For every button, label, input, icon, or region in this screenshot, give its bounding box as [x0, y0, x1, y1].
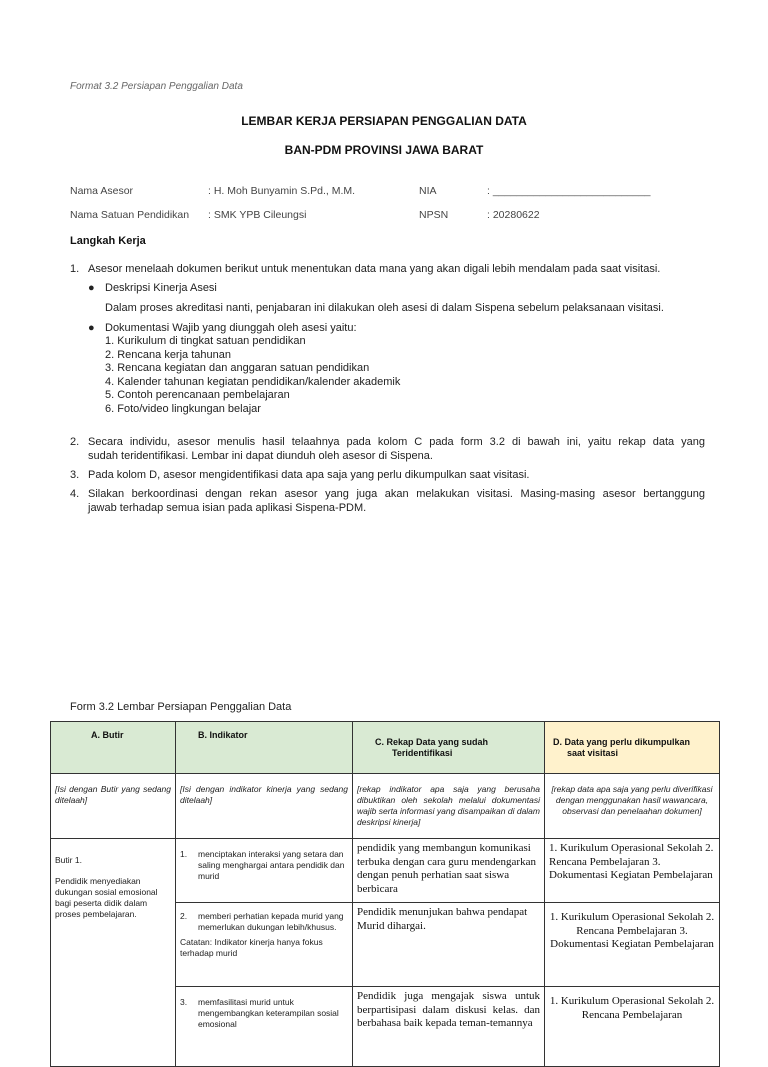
bullet-title: Deskripsi Kinerja Asesi — [105, 282, 217, 294]
step-text-line: Silakan berkoordinasi dengan rekan asesor yang juga akan melakukan visitasi. Masing-masing asesor bertanggung — [88, 488, 705, 500]
rekap-cell: Pendidik juga mengajak siswa untuk berpartisipasi dalam diskusi kelas. dan berbahasa baik kepada teman-temannya — [353, 987, 545, 1067]
indikator-text: menciptakan interaksi yang setara dan saling menghargai antara pendidik dan murid — [198, 849, 345, 881]
list-item: 5. Contoh perencanaan pembelajaran — [105, 389, 290, 401]
rekap-cell: pendidik yang membangun komunikasi terbuka dengan cara guru mendengarkan dengan penuh perhatian saat siswa berbicara — [353, 839, 545, 903]
table-cell: [Isi dengan Butir yang sedang ditelaah] — [51, 774, 176, 839]
bullet-icon: ● — [88, 282, 95, 294]
list-item: 3. Rencana kegiatan dan anggaran satuan pendidikan — [105, 362, 370, 374]
data-cell: 1. Kurikulum Operasional Sekolah 2. Rencana Pembelajaran 3. Dokumentasi Kegiatan Pembelajaran — [545, 903, 720, 987]
indikator-text: memfasilitasi murid untuk mengembangkan keterampilan sosial emosional — [198, 997, 339, 1029]
indikator-number: 3. — [180, 997, 188, 1007]
table-row — [51, 839, 720, 903]
table-header-row — [51, 722, 720, 774]
bullet-title: Dokumentasi Wajib yang diunggah oleh asesi yaitu: — [105, 322, 357, 334]
indikator-cell — [176, 839, 353, 903]
satuan-pendidikan-value: : SMK YPB Cileungsi — [208, 209, 307, 221]
header-indikator: B. Indikator — [176, 722, 353, 774]
indikator-catatan: Catatan: Indikator kinerja hanya fokus terhadap murid — [180, 937, 323, 958]
step-text — [88, 436, 705, 463]
table-cell: [rekap data apa saja yang perlu diverifikasi dengan menggunakan hasil wawancara, observasi dan penelaahan dokumen] — [545, 774, 720, 839]
step-number: 3. — [70, 469, 80, 481]
header-rekap: C. Rekap Data yang sudah Teridentifikasi — [353, 722, 545, 774]
data-cell: 1. Kurikulum Operasional Sekolah 2. Rencana Pembelajaran — [545, 987, 720, 1067]
step-text — [88, 488, 705, 515]
document-subtitle: BAN-PDM PROVINSI JAWA BARAT — [284, 143, 484, 157]
form-label: Form 3.2 Lembar Persiapan Penggalian Data — [70, 701, 292, 713]
butir-description: Pendidik menyediakan dukungan sosial emosional bagi peserta didik dalam proses pembelajaran. — [55, 876, 158, 919]
indikator-cell — [176, 903, 353, 987]
penggalian-data-table — [50, 721, 720, 1067]
nia-label: NIA — [419, 185, 437, 197]
npsn-value: : 20280622 — [487, 209, 540, 221]
header-data-dikumpulkan: D. Data yang perlu dikumpulkan saat visitasi — [545, 722, 720, 774]
document-list — [105, 335, 400, 416]
step-number: 1. — [70, 263, 80, 275]
indikator-number: 2. — [180, 911, 188, 921]
step-text-line: sudah teridentifikasi. Lembar ini dapat diunduh oleh asesor di Sispena. — [88, 449, 433, 462]
step-number: 2. — [70, 436, 80, 448]
list-item: 2. Rencana kerja tahunan — [105, 348, 231, 361]
bullet-description: Dalam proses akreditasi nanti, penjabaran ini dilakukan oleh asesi di dalam Sispena sebelum pelaksanaan visitasi. — [105, 302, 664, 314]
list-item: 6. Foto/video lingkungan belajar — [105, 402, 261, 415]
document-title: LEMBAR KERJA PERSIAPAN PENGGALIAN DATA — [241, 114, 527, 128]
butir-title: Butir 1. — [55, 855, 82, 865]
indikator-text: memberi perhatian kepada murid yang memerlukan dukungan lebih/khusus. — [198, 911, 344, 932]
step-text: Asesor menelaah dokumen berikut untuk menentukan data mana yang akan digali lebih mendalam pada saat visitasi. — [88, 263, 661, 275]
nama-asesor-label: Nama Asesor — [70, 185, 134, 197]
step-text-line: Secara individu, asesor menulis hasil telaahnya pada kolom C pada form 3.2 di bawah ini, yaitu rekap data yang — [88, 436, 705, 448]
satuan-pendidikan-label: Nama Satuan Pendidikan — [70, 209, 190, 221]
step-text: Pada kolom D, asesor mengidentifikasi data apa saja yang perlu dikumpulkan saat visitasi. — [88, 469, 530, 481]
indikator-cell — [176, 987, 353, 1067]
butir-cell — [51, 839, 176, 1067]
format-label: Format 3.2 Persiapan Penggalian Data — [70, 81, 243, 92]
nama-asesor-value: : H. Moh Bunyamin S.Pd., M.M. — [208, 185, 356, 197]
indikator-number: 1. — [180, 849, 188, 859]
data-cell: 1. Kurikulum Operasional Sekolah 2. Rencana Pembelajaran 3. Dokumentasi Kegiatan Pembelajaran — [545, 839, 720, 903]
header-butir: A. Butir — [51, 722, 176, 774]
table-cell: [rekap indikator apa saja yang berusaha dibuktikan oleh sekolah melalui dokumentasi wajib serta informasi yang disampaikan di dalam deskripsi kinerja] — [353, 774, 545, 839]
rekap-cell: Pendidik menunjukan bahwa pendapat Murid dihargai. — [353, 903, 545, 987]
npsn-label: NPSN — [419, 209, 449, 221]
bullet-icon: ● — [88, 322, 95, 334]
langkah-kerja-heading: Langkah Kerja — [70, 235, 146, 247]
step-text-line: jawab terhadap semua isian pada aplikasi Sispena-PDM. — [88, 501, 367, 514]
list-item: 1. Kurikulum di tingkat satuan pendidikan — [105, 335, 306, 347]
nia-value: : ___________________________ — [487, 185, 651, 197]
table-row — [51, 774, 720, 839]
step-number: 4. — [70, 488, 80, 500]
list-item: 4. Kalender tahunan kegiatan pendidikan/kalender akademik — [105, 375, 401, 388]
table-cell: [Isi dengan indikator kinerja yang sedang ditelaah] — [176, 774, 353, 839]
